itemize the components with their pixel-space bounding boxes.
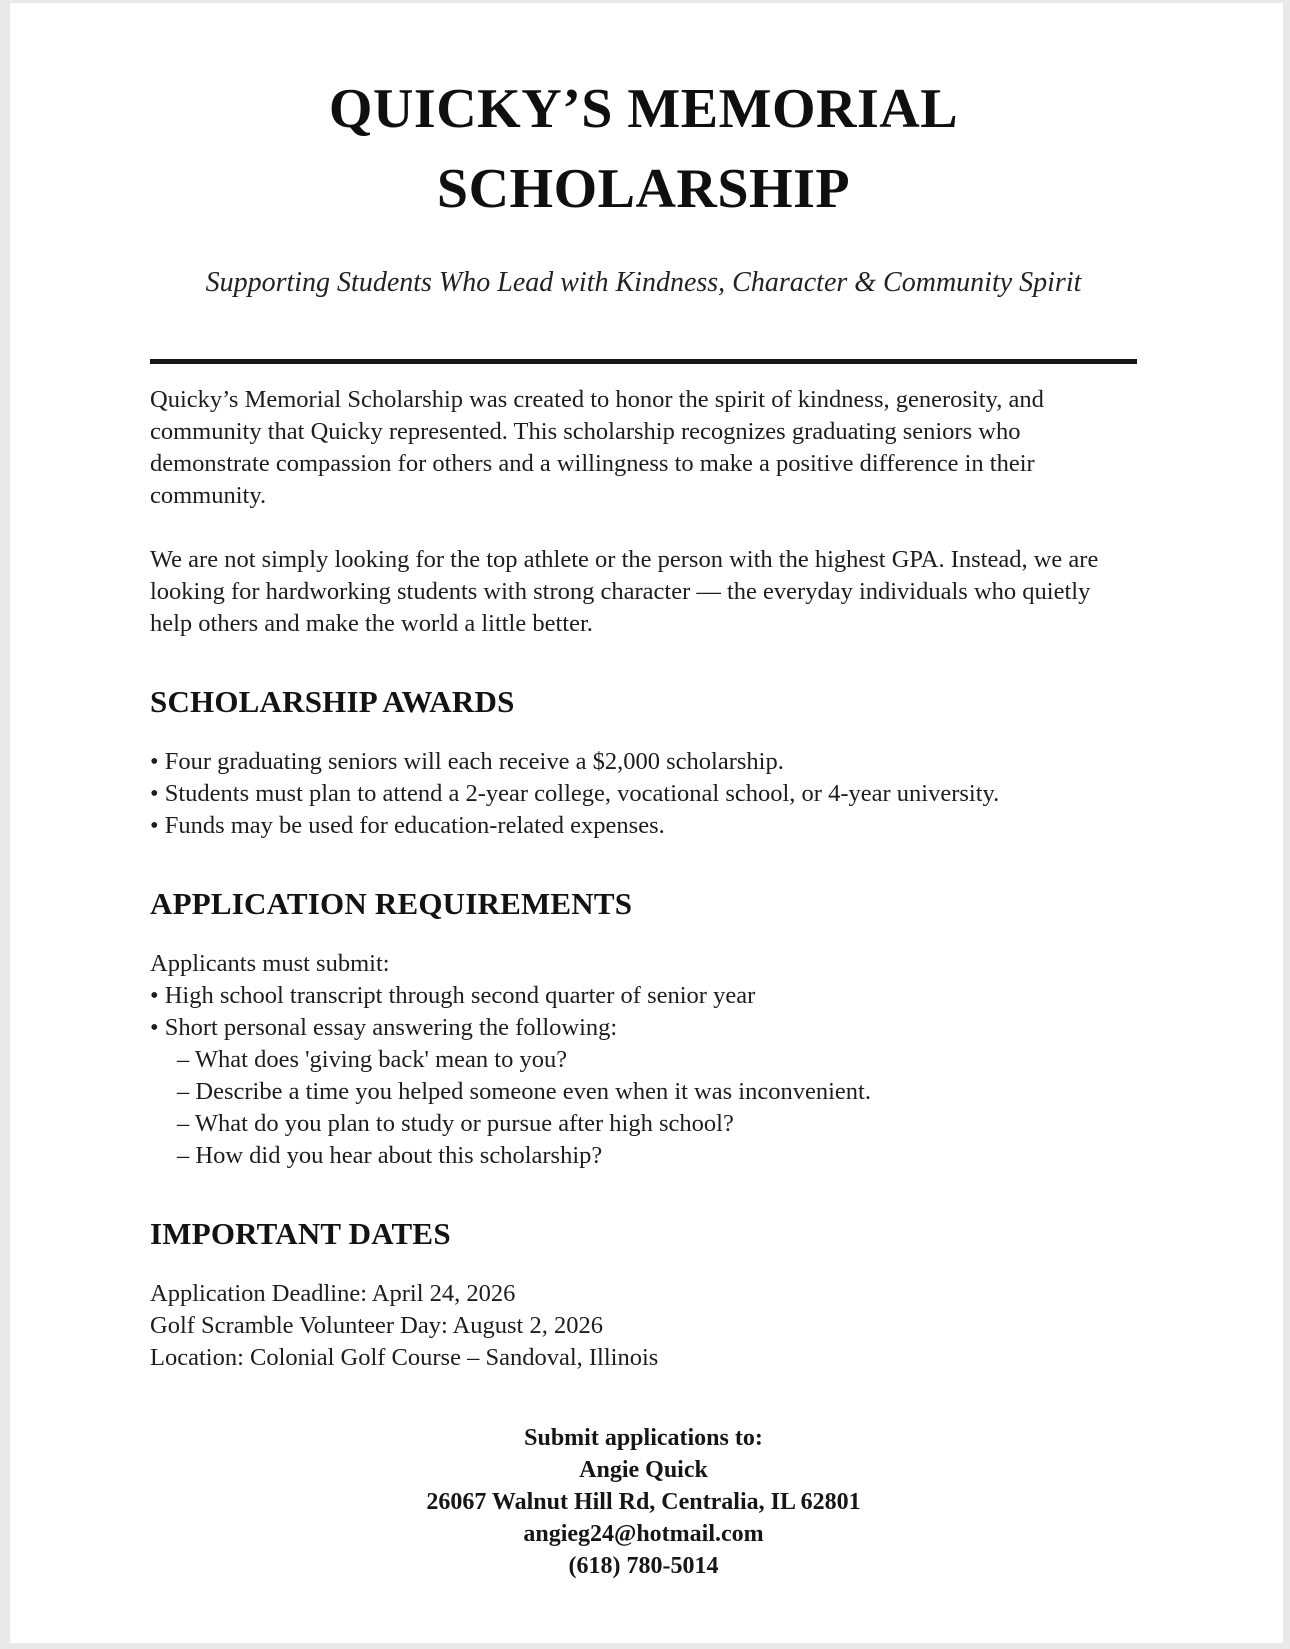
page-title bbox=[150, 69, 1137, 229]
heading-scholarship-awards: SCHOLARSHIP AWARDS bbox=[150, 684, 515, 719]
heading-important-dates: IMPORTANT DATES bbox=[150, 1216, 451, 1251]
intro-section bbox=[150, 384, 1137, 640]
bullet-item: • High school transcript through second quarter of senior year bbox=[150, 982, 756, 1009]
bullet-item: • Students must plan to attend a 2-year college, vocational school, or 4-year university. bbox=[150, 780, 1000, 807]
contact-email: angieg24@hotmail.com bbox=[523, 1521, 764, 1547]
page-subtitle: Supporting Students Who Lead with Kindness, Character & Community Spirit bbox=[205, 267, 1082, 298]
date-line-volunteer-day: Golf Scramble Volunteer Day: August 2, 2026 bbox=[150, 1312, 603, 1339]
bullet-item: • Short personal essay answering the following: bbox=[150, 1014, 618, 1041]
page-title-line1: QUICKY’S MEMORIAL bbox=[328, 78, 959, 140]
document-content bbox=[10, 3, 1283, 1582]
requirements-list bbox=[150, 948, 1137, 1172]
heading-application-requirements: APPLICATION REQUIREMENTS bbox=[150, 886, 633, 921]
contact-address: 26067 Walnut Hill Rd, Centralia, IL 62801 bbox=[426, 1489, 861, 1515]
dates-list bbox=[150, 1278, 1137, 1374]
horizontal-rule bbox=[150, 359, 1137, 364]
contact-name: Angie Quick bbox=[579, 1457, 708, 1483]
date-line-location: Location: Colonial Golf Course – Sandoval, Illinois bbox=[150, 1344, 659, 1371]
sub-question-item: – What do you plan to study or pursue after high school? bbox=[177, 1110, 734, 1137]
page-title-line2: SCHOLARSHIP bbox=[436, 158, 851, 220]
date-line-deadline: Application Deadline: April 24, 2026 bbox=[150, 1280, 516, 1307]
submission-contact-block bbox=[150, 1422, 1137, 1582]
document-page bbox=[10, 3, 1283, 1643]
sub-question-item: – Describe a time you helped someone even when it was inconvenient. bbox=[177, 1078, 871, 1105]
sub-question-item: – How did you hear about this scholarship? bbox=[177, 1142, 603, 1169]
requirements-lead: Applicants must submit: bbox=[150, 950, 390, 977]
bullet-item: • Four graduating seniors will each receive a $2,000 scholarship. bbox=[150, 748, 784, 775]
awards-list bbox=[150, 746, 1137, 842]
intro-paragraph-1: Quicky’s Memorial Scholarship was created to honor the spirit of kindness, generosity, and community that Quicky represented. This scholarship recognizes graduating seniors who demonstrate compassion for others and a willingness to make a positive difference in their community. bbox=[150, 386, 1044, 509]
contact-phone: (618) 780-5014 bbox=[568, 1553, 719, 1579]
submit-applications-label: Submit applications to: bbox=[524, 1425, 763, 1451]
intro-paragraph-2: We are not simply looking for the top athlete or the person with the highest GPA. Instead, we are looking for hardworking students with strong character — the everyday individuals who quietly help others and make the world a little better. bbox=[150, 546, 1099, 637]
bullet-item: • Funds may be used for education-related expenses. bbox=[150, 812, 665, 839]
sub-question-item: – What does 'giving back' mean to you? bbox=[177, 1046, 568, 1073]
